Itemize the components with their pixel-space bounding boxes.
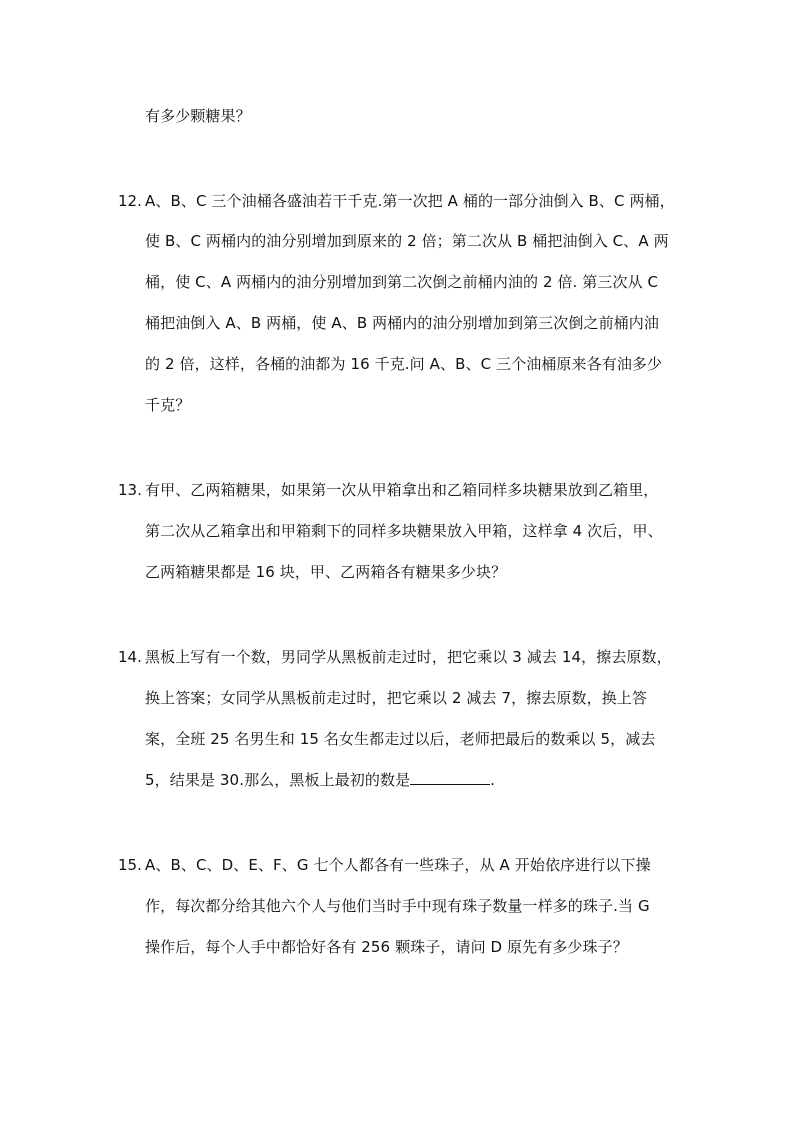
problem-line: 换上答案；女同学从黑板前走过时，把它乘以 2 减去 7，擦去原数，换上答 (145, 689, 647, 707)
continuation-text: 有多少颗糖果？ (145, 107, 251, 125)
problem-number: 14. (118, 648, 142, 666)
problem-line-text: 5，结果是 30.那么，黑板上最初的数是 (145, 771, 411, 789)
problem-line: 的 2 倍，这样，各桶的油都为 16 千克.问 A、B、C 三个油桶原来各有油多少 (145, 355, 663, 373)
problem-line-text: . (490, 771, 496, 789)
problem-line: A、B、C、D、E、F、G 七个人都各有一些珠子，从 A 开始依序进行以下操 (145, 856, 651, 874)
problem-line: A、B、C 三个油桶各盛油若干千克.第一次把 A 桶的一部分油倒入 B、C 两桶， (145, 192, 675, 210)
problem-line: 使 B、C 两桶内的油分别增加到原来的 2 倍；第二次从 B 桶把油倒入 C、A 两 (145, 232, 669, 250)
problem-line: 第二次从乙箱拿出和甲箱剩下的同样多块糖果放入甲箱，这样拿 4 次后，甲、 (145, 522, 663, 540)
problem-line: 操作后，每个人手中都恰好各有 256 颗珠子，请问 D 原先有多少珠子？ (145, 938, 628, 956)
problem-number: 12. (118, 192, 142, 210)
problem-number: 15. (118, 856, 142, 874)
problem-line: 千克？ (145, 396, 191, 414)
problem-line: 作，每次都分给其他六个人与他们当时手中现有珠子数量一样多的珠子.当 G (145, 897, 650, 915)
problem-line: 桶把油倒入 A、B 两桶，使 A、B 两桶内的油分别增加到第三次倒之前桶内油 (145, 314, 659, 332)
problem-line: 有甲、乙两箱糖果，如果第一次从甲箱拿出和乙箱同样多块糖果放到乙箱里， (145, 481, 659, 499)
problem-line: 案，全班 25 名男生和 15 名女生都走过以后，老师把最后的数乘以 5，减去 (145, 730, 656, 748)
problem-line: 乙两箱糖果都是 16 块，甲、乙两箱各有糖果多少块？ (145, 563, 507, 581)
problem-line: 桶，使 C、A 两桶内的油分别增加到第二次倒之前桶内油的 2 倍. 第三次从 C (145, 273, 659, 291)
problem-line: 黑板上写有一个数，男同学从黑板前走过时，把它乘以 3 减去 14，擦去原数， (145, 648, 672, 666)
problem-number: 13. (118, 481, 142, 499)
answer-blank[interactable] (410, 770, 490, 785)
problem-line-with-blank (145, 770, 495, 790)
